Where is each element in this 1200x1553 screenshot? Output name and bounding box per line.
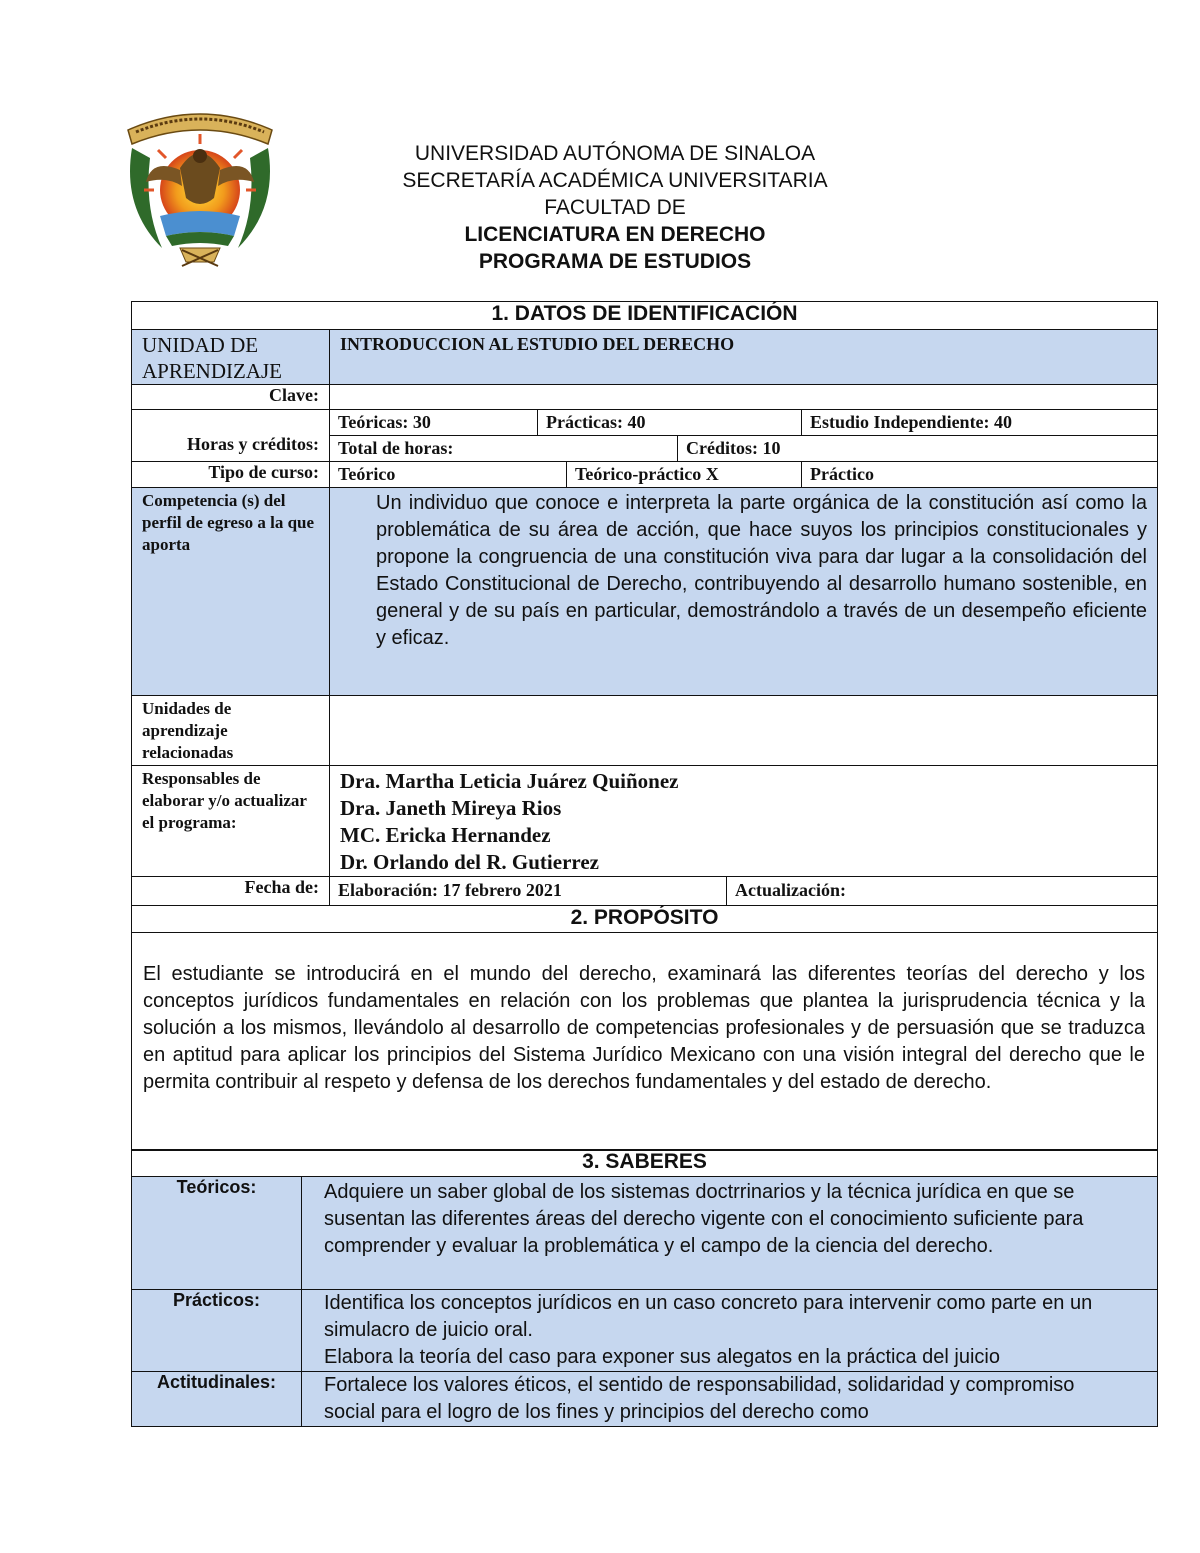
degree-name: LICENCIATURA EN DERECHO [464, 223, 766, 246]
tipo-practico: Práctico [810, 464, 874, 484]
university-name: UNIVERSIDAD AUTÓNOMA DE SINALOA [414, 142, 816, 165]
tipo-curso-cell [330, 462, 1158, 488]
practicos-text: Identifica los conceptos jurídicos en un caso concreto para intervenir como parte en un simulacro de juicio oral. [324, 1292, 1093, 1341]
practicos-label: Prácticos: [132, 1290, 302, 1372]
tipo-teorico: Teórico [330, 462, 567, 487]
clave-value [330, 385, 1158, 410]
section-2-title: 2. PROPÓSITO [132, 906, 1158, 933]
horas-cell [330, 410, 1158, 462]
fecha-actualizacion: Actualización: [735, 880, 846, 900]
tipo-curso-label: Tipo de curso: [132, 462, 330, 488]
responsable-item: Dra. Janeth Mireya Rios [340, 796, 562, 820]
actitudinales-label: Actitudinales: [132, 1372, 302, 1427]
actitudinales-text: Fortalece los valores éticos, el sentido de responsabilidad, solidaridad y compromiso social para el logro de los fines y principios del derecho como [324, 1374, 1075, 1423]
tipo-teorico-practico: Teórico-práctico X [567, 462, 802, 487]
unidades-relacionadas-label: Unidades de aprendizaje relacionadas [132, 696, 330, 766]
unidades-relacionadas-value [330, 696, 1158, 766]
estudio-hours: Estudio Independiente: 40 [810, 412, 1013, 432]
section-1-title: 1. DATOS DE IDENTIFICACIÓN [132, 302, 1158, 330]
responsable-item: Dra. Martha Leticia Juárez Quiñonez [340, 769, 679, 793]
proposito-text: El estudiante se introducirá en el mundo del derecho, examinará las diferentes teorías del derecho y los conceptos jurídicos fundamentales en relación con los problemas que plantea la jurisprudencia técnica y la solución a los mismos, llevándolo al desarrollo de competencias profesionales y de persuasión que se traduzca en aptitud para aplicar los principios del Sistema Jurídico Mexicano con una visión integral del derecho que le permita contribuir al respeto y defensa de los derechos fundamentales y del estado de derecho. [143, 963, 1145, 1093]
identification-table [131, 301, 1158, 1151]
responsable-item: MC. Ericka Hernandez [340, 823, 551, 847]
document-header [300, 140, 930, 275]
fecha-label: Fecha de: [132, 877, 330, 906]
teoricos-label: Teóricos: [132, 1177, 302, 1290]
fecha-cell [330, 877, 1158, 906]
teoricos-text: Adquiere un saber global de los sistemas doctrrinarios y la técnica jurídica en que se susentan las diferentes áreas del derecho vigente con el conocimiento suficiente para comprender y evaluar la problemática y el campo de la ciencia del derecho. [324, 1181, 1084, 1257]
secretaria-name: SECRETARÍA ACADÉMICA UNIVERSITARIA [402, 169, 828, 192]
unidad-label: UNIDAD DE APRENDIZAJE [132, 330, 330, 385]
faculty-name: FACULTAD DE [544, 196, 686, 219]
section-3-title: 3. SABERES [132, 1150, 1158, 1177]
unidad-value: INTRODUCCION AL ESTUDIO DEL DERECHO [330, 330, 1158, 385]
program-title: PROGRAMA DE ESTUDIOS [478, 250, 752, 273]
practicos-text-2: Elabora la teoría del caso para exponer sus alegatos en la práctica del juicio [324, 1346, 1000, 1368]
creditos: Créditos: 10 [686, 438, 781, 458]
total-horas: Total de horas: [330, 436, 678, 461]
clave-label: Clave: [132, 385, 330, 410]
responsables-label: Responsables de elaborar y/o actualizar el programa: [132, 766, 330, 877]
teoricas-hours: Teóricas: 30 [330, 410, 538, 435]
horas-label: Horas y créditos: [132, 410, 330, 462]
competencia-text: Un individuo que conoce e interpreta la parte orgánica de la constitución así como la problemática de su área de acción, que hace suyos los principios constitucionales y propone la congruencia de una constitución viva para dar lugar a la consolidación del Estado Constitucional de Derecho, contribuyendo al desarrollo humano sostenible, en general y de su país en particular, demostrándolo a través de un desempeño eficiente y eficaz. [376, 492, 1147, 649]
responsable-item: Dr. Orlando del R. Gutierrez [340, 850, 599, 874]
practicas-hours: Prácticas: 40 [538, 410, 802, 435]
responsables-list [330, 766, 1158, 877]
fecha-elaboracion: Elaboración: 17 febrero 2021 [330, 877, 727, 905]
saberes-table [131, 1149, 1158, 1427]
university-seal-logo [122, 98, 278, 270]
competencia-label: Competencia (s) del perfil de egreso a la que aporta [132, 488, 330, 696]
